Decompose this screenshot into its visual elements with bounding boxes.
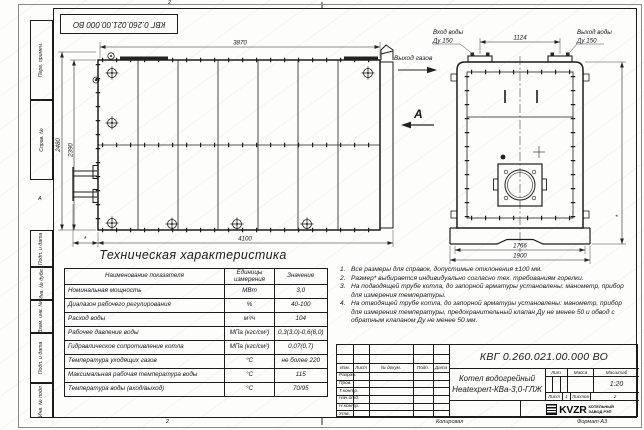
kvzr-logo-subtext — [589, 405, 614, 414]
note-item — [340, 300, 634, 326]
spec-name: Температура воды (вход/выход) — [65, 383, 225, 397]
copied-label: Копировал — [436, 419, 464, 425]
kvzr-logo-icon — [546, 404, 557, 415]
margin-box-label: Подп. и дата — [38, 341, 45, 375]
dim-height-inner: 2390 — [67, 143, 75, 157]
header-doc: № докум. — [380, 365, 402, 370]
spec-col-value: Значение — [275, 269, 328, 285]
header-data: Дата — [434, 365, 448, 370]
spec-name: Гидравлическое сопротивление котла — [65, 341, 225, 355]
spec-row — [65, 313, 328, 327]
margin-box-label: Взам. инв. № — [38, 300, 45, 333]
spec-name: Номинальная мощность — [65, 285, 225, 299]
label-gas-outlet: Выход газов — [394, 55, 433, 62]
header-izm: Изм. — [340, 365, 350, 370]
product-name-line1: Котел водогрейный — [458, 373, 536, 383]
note-number: 3. — [340, 283, 346, 291]
spec-name: Диапазон рабочего регулирования — [65, 299, 225, 313]
format-label: Формат А3 — [577, 419, 608, 425]
row-nachotd: Нач.отд. — [339, 396, 360, 402]
spec-col-units-line2: измерения — [234, 275, 265, 283]
margin-box-perv-primen — [30, 20, 53, 100]
spec-col-name: Наименование показателя — [65, 269, 225, 285]
dim-length: 4100 — [238, 235, 252, 243]
spec-units: МПа (кгс/см²) — [225, 341, 275, 355]
lit-cell-1 — [546, 377, 553, 393]
spec-row — [65, 299, 328, 313]
scale-label: Масштаб — [594, 369, 639, 377]
label-water-inlet: Вход воды — [433, 29, 464, 36]
spec-units: м³/ч — [225, 313, 275, 327]
row-razrab: Разраб. — [339, 373, 357, 379]
product-name — [449, 369, 546, 401]
label-water-inlet-dn: Ду 150 — [433, 37, 453, 45]
kvzr-sub-line2: ЗАВОД РЭП — [588, 408, 612, 414]
product-name-line2: Heatexpert-КВа-3,0-ГЛЖ — [452, 384, 542, 394]
label-water-outlet: Выход воды — [577, 29, 612, 36]
spec-row — [65, 369, 328, 383]
note-number: 4. — [340, 300, 346, 308]
lit-cell-3 — [561, 377, 568, 393]
note-item — [340, 275, 634, 284]
margin-box-podp-data-2 — [30, 333, 53, 383]
spec-col-units-line1: Единицы — [236, 269, 263, 276]
spec-value: 0,3(3,0)-0,6(6,0) — [275, 327, 328, 341]
spec-units: % — [225, 299, 275, 313]
margin-box-podp-data-1 — [30, 230, 53, 267]
note-text: Все размеры для справок, допустимые отклонения ±100 мм. — [351, 266, 543, 273]
kvzr-sub-line1: КОТЕЛЬНЫЙ — [588, 404, 614, 410]
lit-label: Лит. — [546, 369, 568, 377]
label-water-outlet-dn: Ду 150 — [577, 37, 597, 45]
spec-name: Рабочее давление воды — [65, 327, 225, 341]
spec-value: 0,07(0,7) — [275, 341, 328, 355]
note-item — [340, 266, 634, 275]
rotated-designation-stamp — [60, 14, 178, 34]
note-item — [340, 283, 634, 300]
spec-value: 115 — [275, 369, 328, 383]
margin-box-label: Подп. и дата — [38, 232, 45, 265]
spec-row — [65, 383, 328, 397]
organization-cell — [521, 401, 639, 418]
spec-row — [65, 285, 328, 299]
spec-units: МВт — [225, 285, 275, 299]
notes-list — [340, 266, 634, 326]
header-list: Лист — [355, 365, 367, 370]
dim-rear-height: * — [616, 214, 622, 218]
note-text: Размер* выбирается индивидуально согласно тех. требованиям горелки. — [351, 274, 584, 282]
dim-height-outer: 2480 — [55, 138, 62, 152]
sheet-label: Лист — [546, 393, 563, 401]
spec-table-title: Техническая характеристика — [99, 248, 287, 262]
margin-box-label: Инв. № подл. — [38, 384, 45, 417]
empty-cell — [449, 401, 521, 418]
spec-value: не более 220 — [275, 355, 328, 369]
label-view-a: А — [414, 107, 423, 121]
sheet-value: 1 — [563, 393, 571, 401]
margin-box-label: Инв. № дубл. — [38, 267, 45, 300]
margin-box-label: Перв. примен. — [38, 42, 45, 78]
mass-label: Масса — [568, 369, 594, 377]
mass-value — [568, 377, 594, 393]
spec-units: МПа (кгс/см²) — [225, 327, 275, 341]
margin-box-inv-dubl — [30, 267, 53, 300]
margin-box-vzam-inv — [30, 300, 53, 333]
margin-box-sprav-no — [30, 100, 53, 180]
lit-cell-2 — [553, 377, 560, 393]
row-utv: Утв. — [339, 411, 350, 417]
sheets-value: 2 — [591, 393, 639, 401]
spec-units: °С — [225, 383, 275, 397]
header-podp: Подп. — [416, 365, 430, 370]
note-text: На отводящей трубе котла, до запорной арматуры установлены: манометр, прибор для измерения температуры, предохранительный клапан Ду не менее 50 и обвод с обратным клапаном Ду не менее 50 мм. — [351, 300, 623, 325]
spec-row — [65, 355, 328, 369]
rotated-designation-text: КВГ 0.260.021.00.000 ВО — [72, 19, 166, 29]
note-text: На подводящей трубе котла, до запорной арматуры установлены: манометр, прибор для измерения температуры. — [351, 283, 624, 299]
row-nkontr: Н.контр. — [339, 404, 360, 410]
spec-value: 40-100 — [275, 299, 328, 313]
dim-base-inner: 1766 — [513, 242, 527, 250]
spec-name: Максимальная рабочая температура воды — [65, 369, 225, 383]
row-prov: Пров. — [339, 381, 352, 387]
spec-value: 70/95 — [275, 383, 328, 397]
spec-name: Расход воды — [65, 313, 225, 327]
margin-box-inv-podl — [30, 383, 53, 418]
dim-flange-spacing: 1124 — [513, 34, 527, 42]
spec-row — [65, 341, 328, 355]
spec-row — [65, 327, 328, 341]
title-block — [336, 344, 638, 417]
note-number: 2. — [340, 274, 346, 282]
zone-number-bottom: 2 — [166, 419, 170, 425]
spec-header-row — [65, 269, 328, 285]
row-tkontr: Т.контр. — [339, 388, 359, 394]
zone-number-top: 2 — [168, 0, 172, 6]
spec-units: °С — [225, 355, 275, 369]
spec-value: 104 — [275, 313, 328, 327]
kvzr-logo-text: KVZR — [559, 403, 587, 416]
note-number: 1. — [340, 266, 346, 273]
spec-name: Температура уходящих газов — [65, 355, 225, 369]
dim-top-width: 3870 — [233, 39, 247, 47]
dim-burner-ext: * — [83, 236, 87, 243]
drawing-designation: КВГ 0.260.021.00.000 ВО — [449, 345, 639, 369]
scale-value: 1:20 — [594, 377, 639, 393]
dim-base-outer: 1900 — [513, 252, 527, 260]
spec-value: 3,0 — [275, 285, 328, 299]
spec-table — [64, 268, 328, 397]
margin-box-label: Справ. № — [38, 128, 45, 152]
sheets-label: Листов — [571, 393, 591, 401]
zone-letter-left: А — [38, 196, 42, 202]
spec-units: °С — [225, 369, 275, 383]
spec-col-units — [225, 269, 275, 285]
